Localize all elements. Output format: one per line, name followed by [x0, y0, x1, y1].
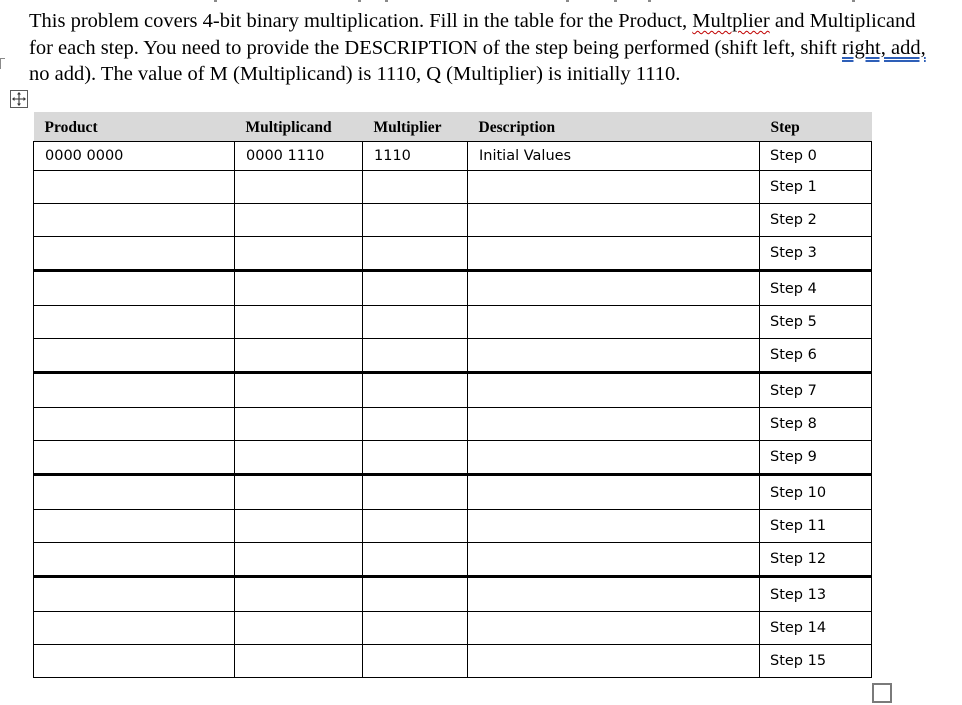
header-multiplicand: Multiplicand [235, 112, 363, 142]
description-cell[interactable] [468, 306, 760, 339]
product-cell[interactable] [34, 543, 235, 577]
header-description: Description [468, 112, 760, 142]
product-cell[interactable] [34, 237, 235, 271]
table-row [34, 510, 872, 543]
product-cell[interactable] [34, 510, 235, 543]
step-cell[interactable]: Step 4 [760, 271, 872, 306]
step-cell[interactable]: Step 13 [760, 577, 872, 612]
table-row [34, 271, 872, 306]
problem-line-2: for each step. You need to provide the DESCRIPTION of the step being performed (shift left, shift right, add, [29, 36, 926, 59]
table-row [34, 306, 872, 339]
product-cell[interactable] [34, 441, 235, 475]
description-cell[interactable] [468, 441, 760, 475]
product-cell[interactable] [34, 373, 235, 408]
page-top-rule [28, 0, 962, 2]
step-cell[interactable]: Step 14 [760, 612, 872, 645]
step-cell[interactable]: Step 1 [760, 171, 872, 204]
step-cell[interactable]: Step 12 [760, 543, 872, 577]
description-cell[interactable]: Initial Values [468, 142, 760, 171]
multiplier-cell[interactable] [363, 577, 468, 612]
table-row [34, 645, 872, 678]
multiplicand-cell[interactable] [235, 237, 363, 271]
multiplier-cell[interactable] [363, 543, 468, 577]
product-cell[interactable] [34, 339, 235, 373]
multiplier-cell[interactable] [363, 645, 468, 678]
multiplier-cell[interactable] [363, 408, 468, 441]
table-row [34, 237, 872, 271]
description-cell[interactable] [468, 645, 760, 678]
step-cell[interactable]: Step 3 [760, 237, 872, 271]
description-cell[interactable] [468, 237, 760, 271]
header-row [34, 112, 872, 142]
table-row [34, 373, 872, 408]
description-cell[interactable] [468, 543, 760, 577]
table-row [34, 543, 872, 577]
multiplier-cell[interactable] [363, 612, 468, 645]
multiplicand-cell[interactable] [235, 475, 363, 510]
step-cell[interactable]: Step 9 [760, 441, 872, 475]
multiplicand-cell[interactable] [235, 271, 363, 306]
product-cell[interactable] [34, 577, 235, 612]
multiplicand-cell[interactable]: 0000 1110 [235, 142, 363, 171]
multiplier-cell[interactable] [363, 204, 468, 237]
multiplicand-cell[interactable] [235, 441, 363, 475]
description-cell[interactable] [468, 408, 760, 441]
table-resize-icon[interactable] [872, 683, 892, 703]
multiplier-cell[interactable] [363, 373, 468, 408]
product-cell[interactable] [34, 306, 235, 339]
multiplicand-cell[interactable] [235, 577, 363, 612]
multiplicand-cell[interactable] [235, 373, 363, 408]
product-cell[interactable] [34, 204, 235, 237]
multiplicand-cell[interactable] [235, 543, 363, 577]
step-cell[interactable]: Step 2 [760, 204, 872, 237]
table-row [34, 475, 872, 510]
product-cell[interactable] [34, 171, 235, 204]
multiplicand-cell[interactable] [235, 645, 363, 678]
description-cell[interactable] [468, 171, 760, 204]
product-cell[interactable] [34, 408, 235, 441]
product-cell[interactable] [34, 612, 235, 645]
multiplicand-cell[interactable] [235, 612, 363, 645]
multiplicand-cell[interactable] [235, 339, 363, 373]
table-row [34, 408, 872, 441]
product-cell[interactable]: 0000 0000 [34, 142, 235, 171]
problem-line-3: no add). The value of M (Multiplicand) is 1110, Q (Multiplier) is initially 1110. [29, 63, 681, 85]
multiplicand-cell[interactable] [235, 510, 363, 543]
description-cell[interactable] [468, 271, 760, 306]
description-cell[interactable] [468, 373, 760, 408]
multiplier-cell[interactable] [363, 475, 468, 510]
step-cell[interactable]: Step 7 [760, 373, 872, 408]
description-cell[interactable] [468, 204, 760, 237]
step-cell[interactable]: Step 15 [760, 645, 872, 678]
problem-line-1: This problem covers 4-bit binary multiplication. Fill in the table for the Product, Multplier and Multiplicand [29, 10, 916, 32]
product-cell[interactable] [34, 475, 235, 510]
multiplication-table [33, 112, 872, 678]
table-row [34, 142, 872, 171]
step-cell[interactable]: Step 10 [760, 475, 872, 510]
product-cell[interactable] [34, 645, 235, 678]
multiplier-cell[interactable] [363, 441, 468, 475]
multiplicand-cell[interactable] [235, 306, 363, 339]
step-cell[interactable]: Step 5 [760, 306, 872, 339]
description-cell[interactable] [468, 339, 760, 373]
margin-corner-mark [0, 58, 5, 69]
description-cell[interactable] [468, 612, 760, 645]
step-cell[interactable]: Step 6 [760, 339, 872, 373]
multiplier-cell[interactable] [363, 339, 468, 373]
table-row [34, 171, 872, 204]
step-cell[interactable]: Step 8 [760, 408, 872, 441]
description-cell[interactable] [468, 577, 760, 612]
header-step: Step [760, 112, 872, 142]
table-row [34, 577, 872, 612]
multiplier-cell[interactable] [363, 306, 468, 339]
multiplicand-cell[interactable] [235, 204, 363, 237]
table-row [34, 441, 872, 475]
step-cell[interactable]: Step 11 [760, 510, 872, 543]
table-move-icon[interactable] [10, 90, 28, 108]
multiplicand-cell[interactable] [235, 408, 363, 441]
table-row [34, 204, 872, 237]
misspelled-word[interactable]: Multplier [692, 10, 770, 32]
description-cell[interactable] [468, 475, 760, 510]
problem-statement[interactable] [29, 8, 959, 88]
grammar-flag[interactable]: right, add, [842, 36, 926, 59]
table-row [34, 612, 872, 645]
step-cell[interactable]: Step 0 [760, 142, 872, 171]
multiplier-cell[interactable] [363, 171, 468, 204]
header-multiplier: Multiplier [363, 112, 468, 142]
product-cell[interactable] [34, 271, 235, 306]
multiplier-cell[interactable]: 1110 [363, 142, 468, 171]
description-cell[interactable] [468, 510, 760, 543]
table-row [34, 339, 872, 373]
header-product: Product [34, 112, 235, 142]
multiplicand-cell[interactable] [235, 171, 363, 204]
multiplier-cell[interactable] [363, 271, 468, 306]
multiplier-cell[interactable] [363, 510, 468, 543]
multiplier-cell[interactable] [363, 237, 468, 271]
